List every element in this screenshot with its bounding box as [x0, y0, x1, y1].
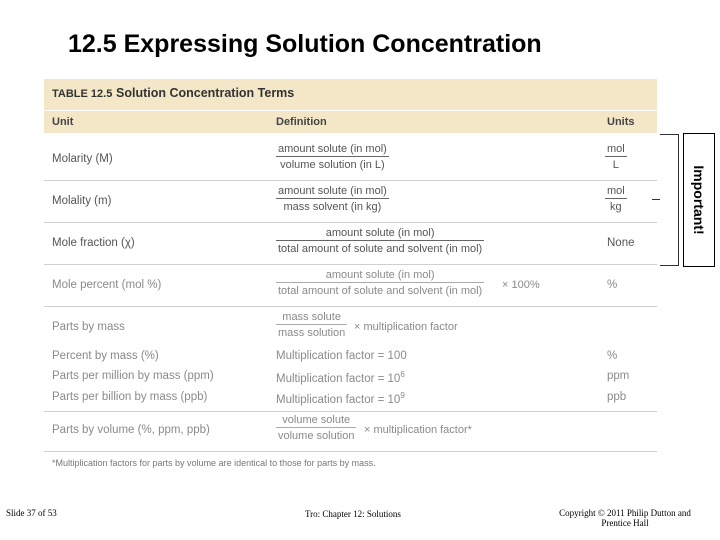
row-unit-mole-percent: Mole percent (mol %) — [52, 279, 162, 291]
concentration-table — [44, 79, 657, 475]
definition-numerator: volume solute — [276, 414, 356, 428]
row-divider — [44, 180, 657, 181]
table-footnote: *Multiplication factors for parts by volume are identical to those for parts by mass. — [52, 458, 376, 468]
row-definition-molarity — [276, 143, 389, 171]
row-definition-percent-by-mass: Multiplication factor = 100 — [276, 350, 407, 362]
row-units-molality — [605, 185, 627, 213]
row-unit-molarity: Molarity (M) — [52, 153, 113, 165]
column-header-units: Units — [607, 116, 635, 128]
table-number: TABLE 12.5 — [52, 88, 113, 100]
table-header — [44, 79, 657, 110]
row-multiplier-mole-percent: × 100% — [502, 279, 540, 291]
column-headers — [44, 110, 657, 133]
definition-denominator: volume solution — [278, 430, 355, 442]
row-unit-molality: Molality (m) — [52, 195, 112, 207]
definition-numerator: amount solute (in mol) — [278, 185, 387, 197]
definition-denominator: mass solution — [278, 327, 346, 339]
definition-denominator: total amount of solute and solvent (in mol) — [278, 285, 483, 297]
copyright — [540, 508, 710, 528]
row-definition-parts-by-volume — [276, 414, 356, 442]
units-denominator: L — [612, 159, 619, 171]
column-header-definition: Definition — [276, 116, 327, 128]
factor-exponent: 6 — [400, 370, 405, 379]
definition-numerator: amount solute (in mol) — [276, 269, 484, 283]
row-unit-mole-fraction: Mole fraction (χ) — [52, 237, 135, 249]
row-units-mole-fraction: None — [607, 237, 635, 249]
important-bracket — [660, 134, 679, 266]
units-numerator: mol — [607, 143, 625, 155]
copyright-line-2: Prentice Hall — [601, 518, 649, 528]
row-unit-ppm: Parts per million by mass (ppm) — [52, 370, 214, 382]
definition-denominator: total amount of solute and solvent (in mol) — [278, 243, 483, 255]
slide-number: Slide 37 of 53 — [6, 508, 57, 518]
row-definition-ppm — [276, 370, 405, 385]
row-unit-parts-by-volume: Parts by volume (%, ppm, ppb) — [52, 424, 210, 436]
row-divider — [44, 451, 657, 452]
row-units-ppm: ppm — [607, 370, 630, 382]
important-callout — [683, 133, 715, 267]
definition-denominator: volume solution (in L) — [280, 159, 385, 171]
row-definition-ppb — [276, 391, 405, 406]
row-definition-mole-percent — [276, 269, 484, 297]
row-divider — [44, 306, 657, 307]
definition-numerator: amount solute (in mol) — [276, 227, 484, 241]
row-divider — [44, 222, 657, 223]
row-definition-parts-by-mass — [276, 311, 347, 339]
row-unit-parts-by-mass: Parts by mass — [52, 321, 125, 333]
table-name: Solution Concentration Terms — [116, 86, 295, 100]
units-denominator: kg — [610, 201, 622, 213]
copyright-line-1: Copyright © 2011 Philip Dutton and — [559, 508, 691, 518]
factor-exponent: 9 — [400, 391, 405, 400]
factor-text: Multiplication factor = 10 — [276, 372, 401, 385]
bracket-tick — [652, 199, 660, 200]
row-unit-percent-by-mass: Percent by mass (%) — [52, 350, 159, 362]
column-header-unit: Unit — [52, 116, 74, 128]
row-multiplier-parts-by-mass: × multiplication factor — [354, 321, 458, 333]
row-divider — [44, 264, 657, 265]
definition-numerator: amount solute (in mol) — [278, 143, 387, 155]
row-units-ppb: ppb — [607, 391, 627, 403]
row-units-molarity — [605, 143, 627, 171]
factor-text: Multiplication factor = 10 — [276, 393, 401, 406]
row-units-percent-by-mass: % — [607, 350, 618, 362]
row-units-mole-percent: % — [607, 279, 618, 291]
definition-denominator: mass solvent (in kg) — [283, 201, 382, 213]
course-label: Tro: Chapter 12: Solutions — [305, 509, 401, 519]
row-divider — [44, 411, 657, 412]
row-multiplier-parts-by-volume: × multiplication factor* — [364, 424, 472, 436]
row-unit-ppb: Parts per billion by mass (ppb) — [52, 391, 208, 403]
units-numerator: mol — [607, 185, 625, 197]
important-label: Important! — [691, 165, 707, 235]
slide-title: 12.5 Expressing Solution Concentration — [68, 30, 542, 58]
row-definition-molality — [276, 185, 389, 213]
definition-numerator: mass solute — [276, 311, 347, 325]
row-definition-mole-fraction — [276, 227, 484, 255]
